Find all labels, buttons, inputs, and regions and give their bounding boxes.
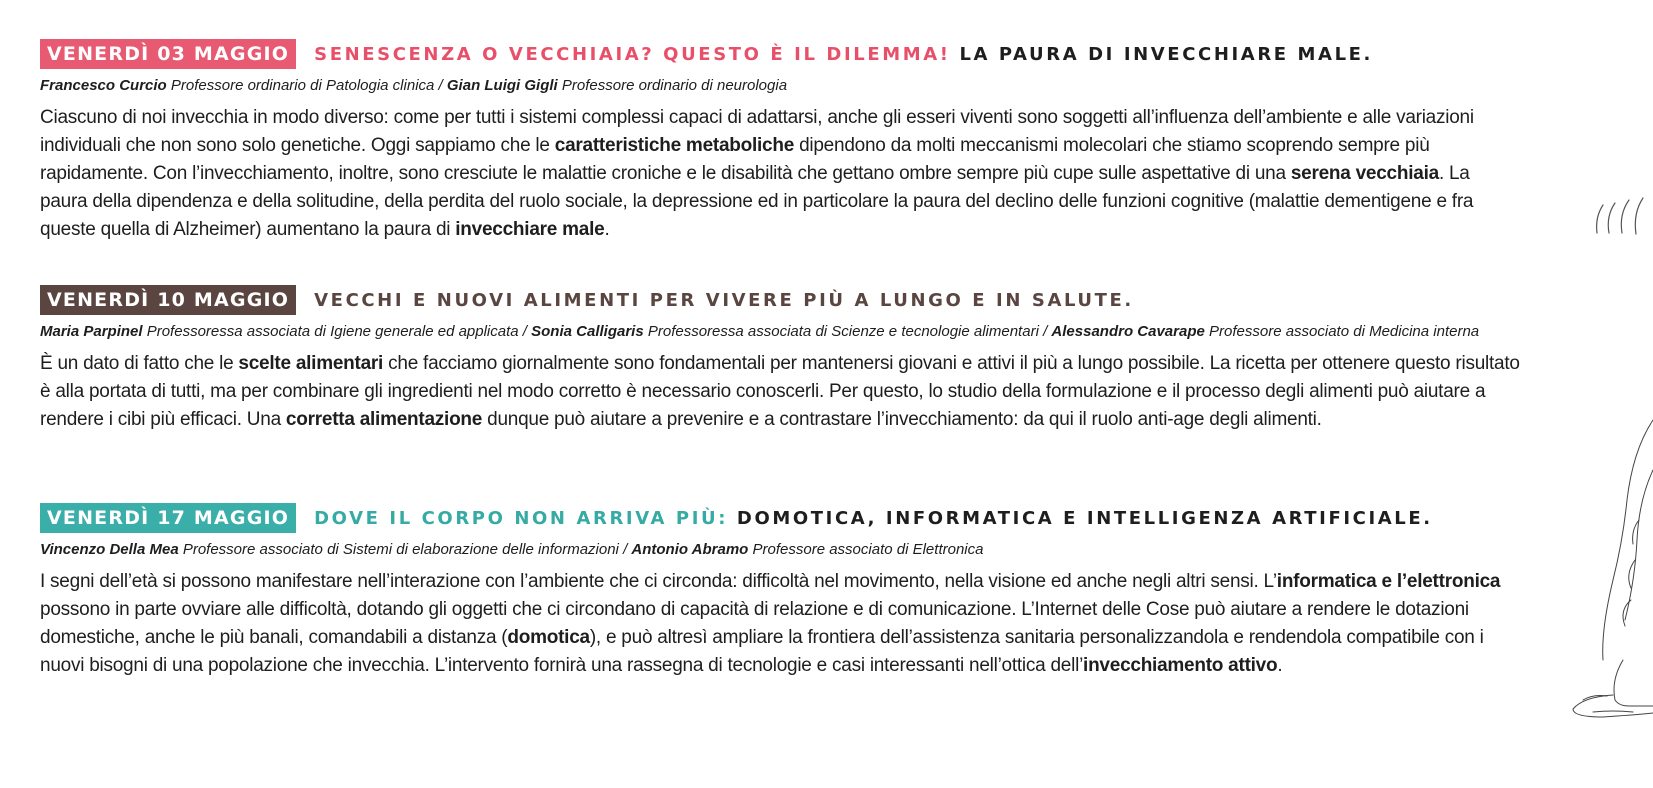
- text-run: possono in parte ovviare alle difficoltà, dotando gli oggetti che ci circondano di capacità di relazione e di comunicazione. L’Internet delle Cose può aiutare a rendere le dotazioni domestiche, anche le più banali, comandabili a distanza (: [40, 599, 1469, 648]
- event-title-row: [40, 502, 1520, 534]
- speaker-role: Professore ordinario di Patologia clinica: [170, 77, 435, 94]
- speaker-name: Antonio Abramo: [631, 541, 749, 558]
- date-badge: VENERDÌ 10 MAGGIO: [40, 285, 296, 315]
- text-run-bold: domotica: [507, 627, 590, 648]
- speaker-role: Professoressa associata di Scienze e tecnologie alimentari: [647, 323, 1039, 340]
- text-run-bold: scelte alimentari: [238, 353, 384, 374]
- text-run: che facciamo giornalmente sono fondamentali per mantenersi giovani e attivi il più a lungo possibile. La ricetta per ottenere questo risultato è alla portata di tutti, ma per combinare gli ingredienti nel modo corretto è necessario conoscerli. Per questo, lo studio della formulazione e il processo degli alimenti può aiutare a rendere i cibi più efficaci. Una: [40, 353, 1520, 430]
- text-run-bold: informatica e l’elettronica: [1276, 571, 1501, 592]
- text-run: dunque può aiutare a prevenire e a contrastare l’invecchiamento: da qui il ruolo anti-age degli alimenti.: [482, 409, 1322, 430]
- speaker-role: Professore associato di Medicina interna: [1209, 323, 1480, 340]
- event-section-2: [40, 284, 1520, 434]
- text-run: .: [604, 219, 610, 240]
- event-section-1: [40, 38, 1520, 244]
- event-section-3: [40, 502, 1520, 680]
- description-paragraph: [40, 350, 1520, 434]
- headline-rest: LA PAURA DI INVECCHIARE MALE.: [959, 43, 1373, 65]
- event-headline: [314, 508, 1433, 529]
- headline-rest: DOMOTICA, INFORMATICA E INTELLIGENZA ARTIFICIALE.: [736, 507, 1433, 529]
- event-description: [40, 350, 1520, 434]
- date-badge: VENERDÌ 17 MAGGIO: [40, 503, 296, 533]
- description-paragraph: [40, 104, 1520, 244]
- speakers-line: Vincenzo Della Mea Professore associato di Sistemi di elaborazione delle informazioni / Antonio Abramo Professore associato di Elettronica: [40, 541, 984, 558]
- event-headline: [314, 44, 1373, 65]
- text-run: dipendono da molti meccanismi molecolari che stiamo scoprendo sempre più rapidamente. Con l’invecchiamento, inoltre, sono cresciute le malattie croniche e le disabilità che gettano ombre sempre più cupe sulle aspettative di una: [40, 135, 1430, 184]
- event-description: [40, 568, 1520, 680]
- illustration-sketch: [1463, 0, 1653, 788]
- text-run-bold: serena vecchiaia: [1290, 163, 1439, 184]
- text-run-bold: caratteristiche metaboliche: [554, 135, 795, 156]
- speaker-name: Sonia Calligaris: [531, 323, 644, 340]
- speaker-role: Professore ordinario di neurologia: [561, 77, 788, 94]
- text-run: I segni dell’età si possono manifestare nell’interazione con l’ambiente che ci circonda: difficoltà nel movimento, nella visione ed anche negli altri sensi. L’: [40, 571, 1277, 592]
- text-run: .: [1277, 655, 1283, 676]
- headline-accent: SENESCENZA O VECCHIAIA? QUESTO È IL DILEMMA!: [314, 43, 951, 65]
- event-title-row: [40, 38, 1520, 70]
- event-title-row: [40, 284, 1520, 316]
- event-description: [40, 104, 1520, 244]
- text-run-bold: invecchiamento attivo: [1083, 655, 1278, 676]
- date-badge: VENERDÌ 03 MAGGIO: [40, 39, 296, 69]
- speaker-role: Professore associato di Sistemi di elaborazione delle informazioni: [182, 541, 619, 558]
- description-paragraph: [40, 568, 1520, 680]
- speaker-name: Maria Parpinel: [40, 323, 143, 340]
- text-run: . La paura della dipendenza e della solitudine, della perdita del ruolo sociale, la depressione ed in particolare la paura del declino delle funzioni cognitive (malattie dementigene e fra queste quella di Alzheimer) aumentano la paura di: [40, 163, 1474, 240]
- text-run: Ciascuno di noi invecchia in modo diverso: come per tutti i sistemi complessi capaci di adattarsi, anche gli esseri viventi sono soggetti all’influenza dell’ambiente e alle variazioni individuali che non sono solo genetiche. Oggi sappiamo che le: [40, 107, 1474, 156]
- headline-accent: VECCHI E NUOVI ALIMENTI PER VIVERE PIÙ A LUNGO E IN SALUTE.: [314, 289, 1134, 311]
- speaker-name: Francesco Curcio: [40, 77, 167, 94]
- speaker-name: Vincenzo Della Mea: [40, 541, 179, 558]
- text-run: È un dato di fatto che le: [40, 353, 239, 374]
- speaker-role: Professoressa associata di Igiene generale ed applicata: [146, 323, 519, 340]
- headline-accent: DOVE IL CORPO NON ARRIVA PIÙ:: [314, 507, 729, 529]
- speakers-line: Maria Parpinel Professoressa associata di Igiene generale ed applicata / Sonia Calligaris Professoressa associata di Scienze e tecnologie alimentari / Alessandro Cavarape Professore associato di Medicina interna: [40, 323, 1480, 340]
- text-run-bold: corretta alimentazione: [285, 409, 483, 430]
- speaker-role: Professore associato di Elettronica: [752, 541, 984, 558]
- speaker-name: Gian Luigi Gigli: [446, 77, 558, 94]
- speakers-line: Francesco Curcio Professore ordinario di Patologia clinica / Gian Luigi Gigli Professore ordinario di neurologia: [40, 77, 788, 94]
- text-run: ), e può altresì ampliare la frontiera dell’assistenza sanitaria personalizzandola e rendendola compatibile con i nuovi bisogni di una popolazione che invecchia. L’intervento fornirà una rassegna di tecnologie e casi interessanti nell’ottica dell’: [40, 627, 1484, 676]
- speaker-name: Alessandro Cavarape: [1051, 323, 1205, 340]
- event-headline: [314, 290, 1134, 311]
- text-run-bold: invecchiare male: [455, 219, 605, 240]
